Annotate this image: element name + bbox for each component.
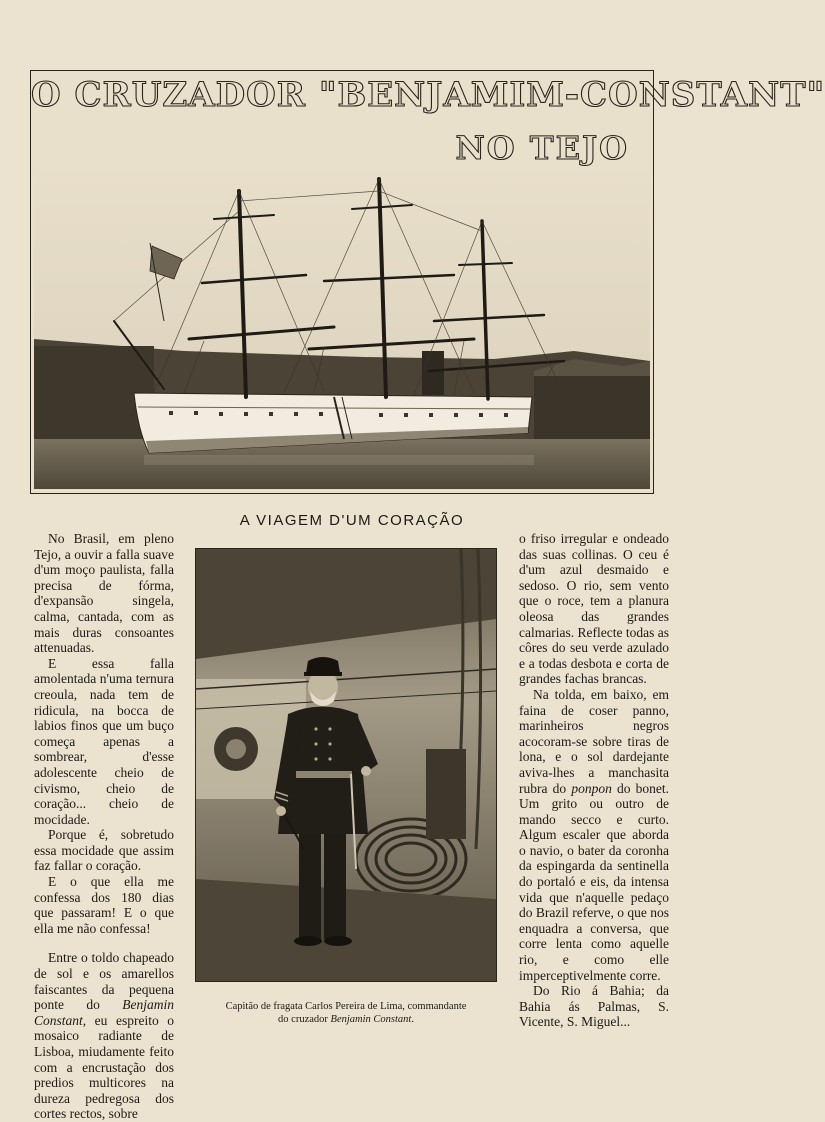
paragraph <box>34 950 174 1122</box>
text-run: Entre o toldo chapeado de sol e os amarellos faiscantes da pequena ponte do <box>34 950 174 1013</box>
article-column-right <box>519 531 669 1030</box>
caption-text: do cruzador <box>278 1013 331 1025</box>
paragraph: E essa falla amolentada n'uma ternura creoula, nada tem de ridicula, na bocca de labios finos que um buço começa apenas a sombrear, d'esse adolescente cheio de civismo, cheio de coração... cheio de mocidade. <box>34 655 174 827</box>
ponpon-italic: ponpon <box>571 780 612 796</box>
caption-text: . <box>411 1013 414 1025</box>
paragraph: Porque é, sobretudo essa mocidade que assim faz fallar o coração. <box>34 827 174 874</box>
commander-portrait <box>195 548 497 982</box>
paragraph: Do Rio á Bahia; da Bahia ás Palmas, S. Vicente, S. Miguel... <box>519 983 669 1030</box>
header-illustration-frame <box>30 70 825 494</box>
caption-line-2 <box>190 1014 502 1027</box>
cruiser-photograph <box>34 171 650 489</box>
paragraph: No Brasil, em pleno Tejo, a ouvir a falla suave d'um moço paulista, falla precisa de fórma, d'expansão singela, calma, cantada, com as mais duras consoantes attenuadas. <box>34 531 174 656</box>
headline-title: O CRUZADOR "BENJAMIM-CONSTANT" <box>31 75 825 115</box>
text-run: , eu espreito o mosaico radiante de Lisboa, miudamente feito com a encrustação dos predios multicores na dureza pedregosa dos cortes rectos, sobre <box>34 1012 174 1122</box>
paragraph: E o que ella me confessa dos 180 dias que passaram! E o que ella me não confessa! <box>34 874 174 936</box>
headline-subtitle: NO TEJO <box>455 129 629 167</box>
caption-ship-name: Benjamin Constant <box>330 1013 412 1025</box>
article-column-left <box>34 531 174 1122</box>
ship-name-italic: Benjamin Constant <box>34 997 174 1028</box>
portrait-caption <box>190 1001 502 1026</box>
paragraph: o friso irregular e ondeado das suas collinas. O ceu é d'um azul desmaido e sedoso. O rio, sem vento que o roce, tem a planura oleosa das grandes calmarias. Reflecte todas as côres do seu verde azulado e a todas desbota e corta de grandes fachas brancas. <box>519 531 669 687</box>
section-heading: A VIAGEM D'UM CORAÇÃO <box>239 512 465 529</box>
paragraph <box>519 687 669 983</box>
caption-line-1: Capitão de fragata Carlos Pereira de Lima, commandante <box>225 1001 467 1012</box>
text-run: do bonet. Um grito ou outro de mando secco e curto. Algum escaler que aborda o navio, o bater da coronha da espingarda da sentinella do portaló e eis, da intensa vida que n'aquelle pedaço do Brazil referve, o que nos enquadra a conversa, que corre lenta como aquelle rio, e como elle imperceptivelmente corre. <box>519 780 670 983</box>
text-run: Na tolda, em baixo, em faina de coser panno, marinheiros negros acocoram-se sobre tiras de lona, e o sol dardejante aviva-lhes a manchasita rubra do <box>519 686 669 796</box>
